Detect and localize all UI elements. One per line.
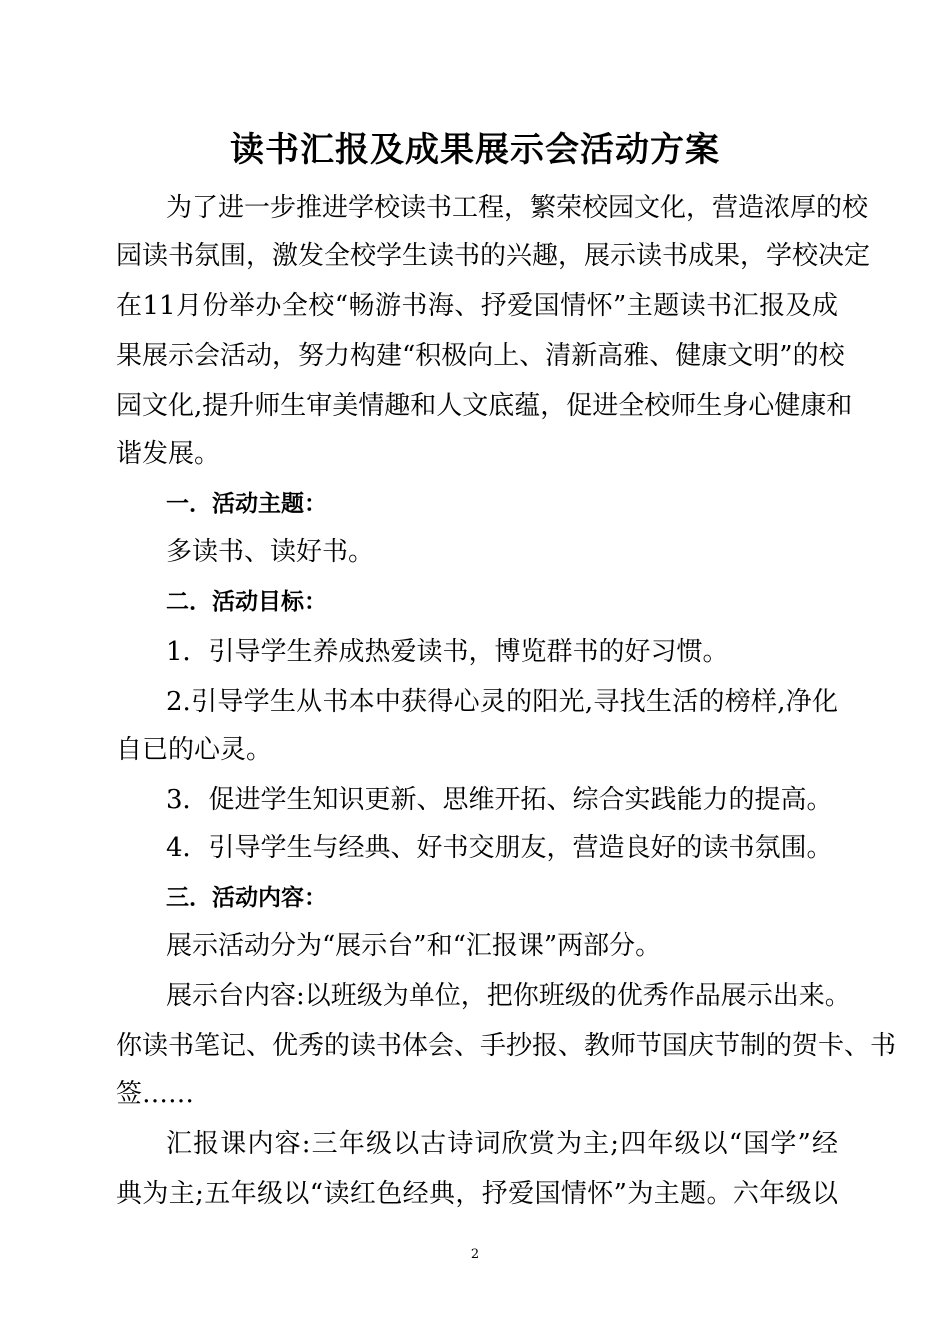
content-line: 展示活动分为“展示台”和“汇报课”两部分。: [166, 931, 662, 961]
content-line: 你读书笔记、优秀的读书体会、手抄报、教师节国庆节制的贺卡、书: [116, 1031, 897, 1061]
goal-item-continuation: 自已的心灵。: [116, 735, 273, 765]
content-line: 展示台内容:以班级为单位，把你班级的优秀作品展示出来。: [166, 981, 851, 1011]
goal-item: 1．引导学生养成热爱读书，博览群书的好习惯。: [166, 637, 729, 667]
goal-item: 4．引导学生与经典、好书交朋友，营造良好的读书氛围。: [166, 833, 833, 863]
intro-line: 园文化,提升师生审美情趣和人文底蕴，促进全校师生身心健康和: [116, 391, 853, 421]
goal-item: 3．促进学生知识更新、思维开拓、综合实践能力的提高。: [166, 785, 833, 815]
intro-line: 为了进一步推进学校读书工程，繁荣校园文化，营造浓厚的校: [166, 193, 869, 223]
intro-line: 在11月份举办全校“畅游书海、抒爱国情怀”主题读书汇报及成: [116, 291, 838, 321]
content-line: 汇报课内容:三年级以古诗词欣赏为主;四年级以“国学”经: [166, 1129, 838, 1159]
section-heading-theme: 一．活动主题：: [166, 491, 327, 517]
goal-item: 2.引导学生从书本中获得心灵的阳光,寻找生活的榜样,净化: [166, 687, 838, 717]
intro-line: 谐发展。: [116, 439, 221, 469]
page-number: 2: [470, 1247, 480, 1262]
section-heading-goals: 二．活动目标：: [166, 589, 327, 615]
intro-line: 园读书氛围，激发全校学生读书的兴趣，展示读书成果，学校决定: [116, 241, 871, 271]
intro-line: 果展示会活动，努力构建“积极向上、清新高雅、健康文明”的校: [116, 341, 845, 371]
content-line: 签……: [116, 1079, 195, 1109]
section-text-theme: 多读书、读好书。: [166, 537, 375, 567]
document-title: 读书汇报及成果展示会活动方案: [230, 130, 720, 170]
content-line: 典为主;五年级以“读红色经典，抒爱国情怀”为主题。六年级以: [116, 1179, 838, 1209]
section-heading-content: 三．活动内容：: [166, 885, 327, 911]
